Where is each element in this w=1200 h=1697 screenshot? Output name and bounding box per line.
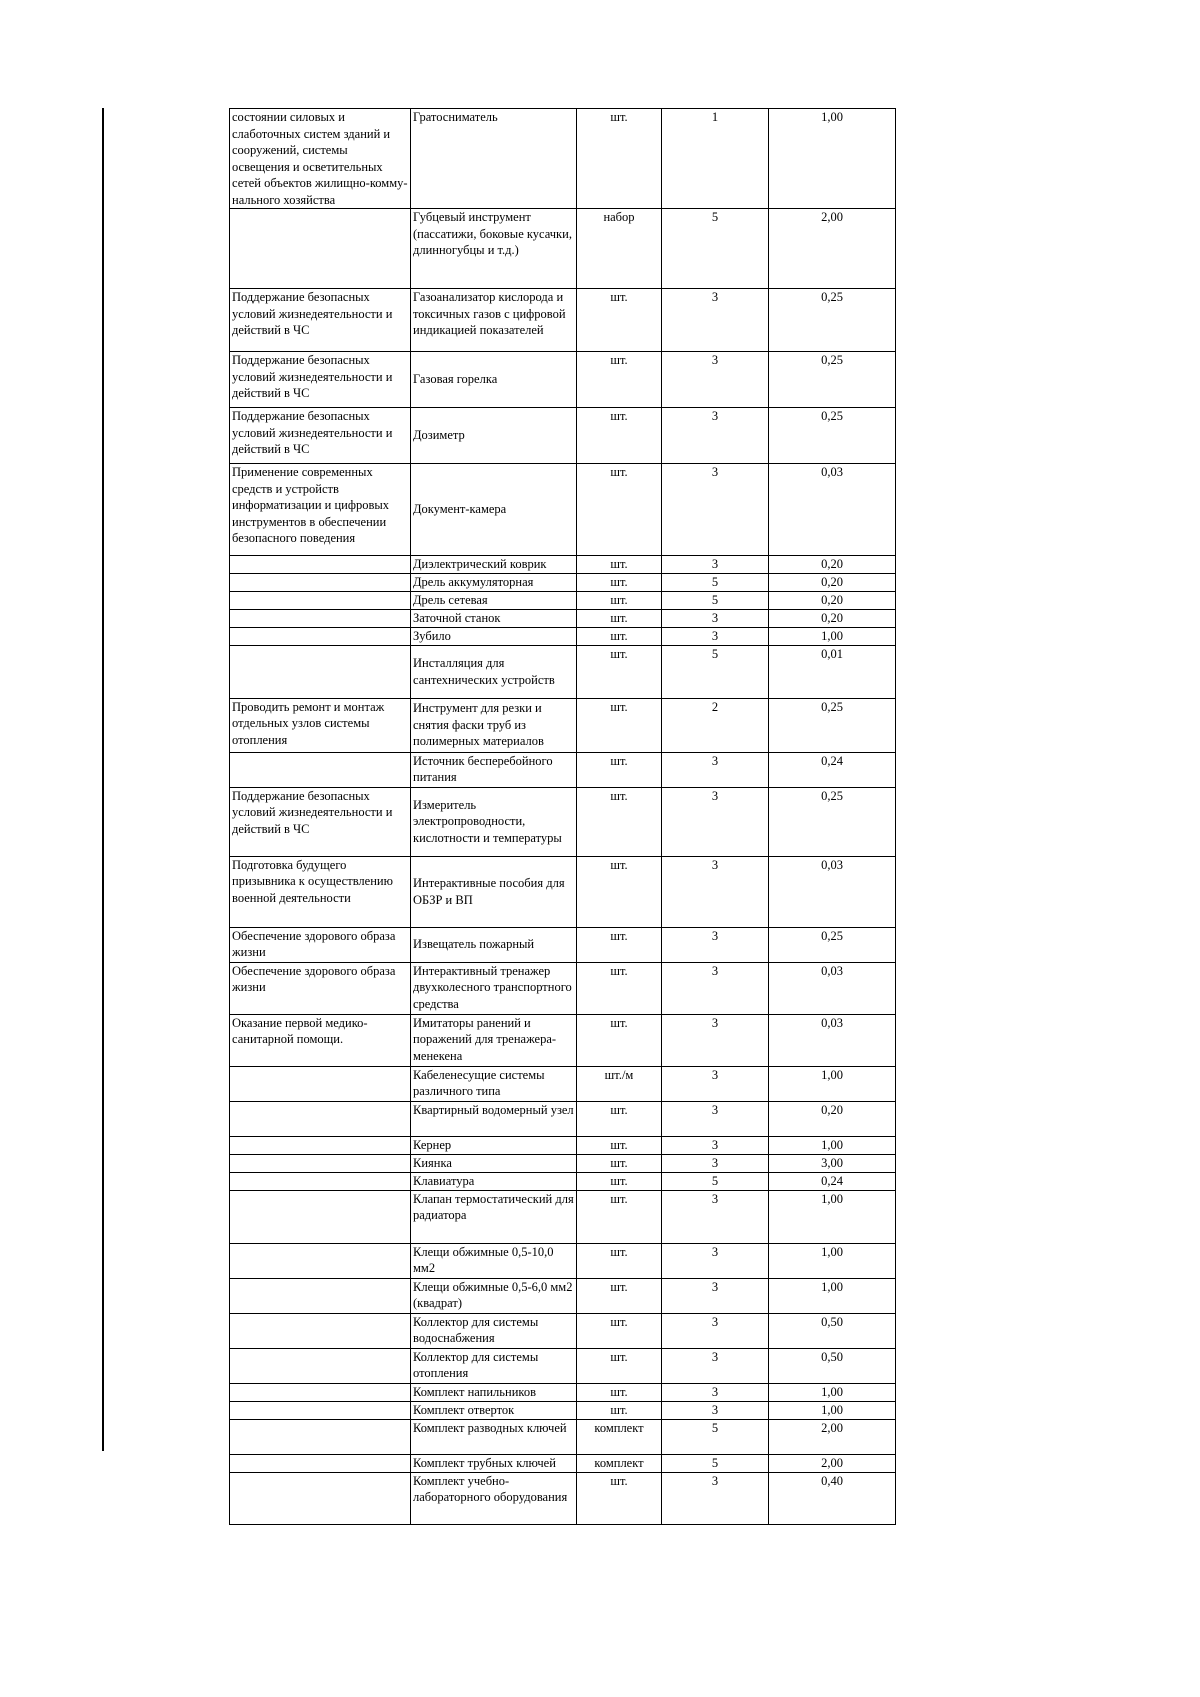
row-unit-cell: комплект	[577, 1419, 662, 1454]
row-rate-cell: 0,25	[769, 289, 896, 352]
row-qty-cell: 3	[662, 1066, 769, 1101]
table-row	[230, 556, 896, 574]
row-unit-cell: шт.	[577, 1383, 662, 1401]
table-row	[230, 1454, 896, 1472]
row-qty-cell: 1	[662, 109, 769, 209]
row-name-cell: Инсталляция для сантехнических устройств	[411, 645, 577, 698]
row-rate-cell: 0,50	[769, 1348, 896, 1383]
row-name-cell: Зубило	[411, 627, 577, 645]
table-row	[230, 209, 896, 289]
row-qty-cell: 3	[662, 1313, 769, 1348]
table-row	[230, 464, 896, 556]
row-section-cell	[230, 645, 411, 698]
row-name-cell: Кернер	[411, 1136, 577, 1154]
row-unit-cell: шт.	[577, 1243, 662, 1278]
row-qty-cell: 3	[662, 1136, 769, 1154]
row-section-cell	[230, 1243, 411, 1278]
row-qty-cell: 3	[662, 1101, 769, 1136]
row-name-cell: Диэлектрический коврик	[411, 556, 577, 574]
row-section-cell	[230, 573, 411, 591]
row-unit-cell: шт.	[577, 627, 662, 645]
row-unit-cell: шт.	[577, 1014, 662, 1066]
table-row	[230, 1348, 896, 1383]
row-rate-cell: 0,24	[769, 752, 896, 787]
row-unit-cell: набор	[577, 209, 662, 289]
row-unit-cell: шт.	[577, 573, 662, 591]
row-rate-cell: 2,00	[769, 209, 896, 289]
table-row	[230, 645, 896, 698]
row-unit-cell: шт.	[577, 464, 662, 556]
row-qty-cell: 3	[662, 352, 769, 408]
row-name-cell: Дрель сетевая	[411, 591, 577, 609]
row-unit-cell: шт./м	[577, 1066, 662, 1101]
row-qty-cell: 3	[662, 1278, 769, 1313]
row-qty-cell: 3	[662, 1383, 769, 1401]
table-row	[230, 927, 896, 962]
row-section-cell	[230, 1278, 411, 1313]
row-name-cell: Интерактивные пособия для ОБЗР и ВП	[411, 856, 577, 927]
row-name-cell: Коллектор для системы отопления	[411, 1348, 577, 1383]
row-section-cell: Обеспечение здорового образа жизни	[230, 927, 411, 962]
table-row	[230, 1419, 896, 1454]
row-section-cell	[230, 1154, 411, 1172]
table-row	[230, 698, 896, 752]
row-name-cell: Гратосниматель	[411, 109, 577, 209]
row-rate-cell: 0,25	[769, 352, 896, 408]
page-margin-line	[102, 108, 104, 1451]
row-unit-cell: шт.	[577, 1172, 662, 1190]
row-name-cell: Дозиметр	[411, 408, 577, 464]
row-qty-cell: 3	[662, 1154, 769, 1172]
row-unit-cell: шт.	[577, 698, 662, 752]
row-name-cell: Дрель аккумуляторная	[411, 573, 577, 591]
row-name-cell: Комплект отверток	[411, 1401, 577, 1419]
row-name-cell: Киянка	[411, 1154, 577, 1172]
row-section-cell	[230, 591, 411, 609]
row-section-cell	[230, 1383, 411, 1401]
table-row	[230, 1472, 896, 1524]
table-row	[230, 752, 896, 787]
table-row	[230, 573, 896, 591]
row-section-cell	[230, 556, 411, 574]
row-name-cell: Газоанализатор кислорода и токсичных газов с цифровой индикацией показателей	[411, 289, 577, 352]
row-name-cell: Клещи обжимные 0,5-6,0 мм2 (квадрат)	[411, 1278, 577, 1313]
row-unit-cell: шт.	[577, 927, 662, 962]
row-section-cell	[230, 1136, 411, 1154]
row-section-cell	[230, 1190, 411, 1243]
table-row	[230, 109, 896, 209]
row-qty-cell: 5	[662, 1172, 769, 1190]
row-section-cell	[230, 609, 411, 627]
row-name-cell: Клещи обжимные 0,5-10,0 мм2	[411, 1243, 577, 1278]
row-name-cell: Комплект разводных ключей	[411, 1419, 577, 1454]
row-name-cell: Имитаторы ранений и поражений для тренажера-менекена	[411, 1014, 577, 1066]
row-qty-cell: 3	[662, 787, 769, 856]
row-rate-cell: 0,24	[769, 1172, 896, 1190]
row-name-cell: Инструмент для резки и снятия фаски труб из полимерных материалов	[411, 698, 577, 752]
row-rate-cell: 3,00	[769, 1154, 896, 1172]
row-section-cell: Поддержание безопасных условий жизнедеятельности и действий в ЧС	[230, 352, 411, 408]
table-row	[230, 609, 896, 627]
row-section-cell: Оказание первой медико-санитарной помощи.	[230, 1014, 411, 1066]
table-row	[230, 1313, 896, 1348]
table-row	[230, 1172, 896, 1190]
row-unit-cell: шт.	[577, 1472, 662, 1524]
row-qty-cell: 3	[662, 1348, 769, 1383]
row-unit-cell: шт.	[577, 645, 662, 698]
row-rate-cell: 1,00	[769, 1401, 896, 1419]
equipment-table	[229, 108, 896, 1525]
row-unit-cell: шт.	[577, 1313, 662, 1348]
table-row	[230, 352, 896, 408]
row-unit-cell: шт.	[577, 1190, 662, 1243]
row-qty-cell: 3	[662, 556, 769, 574]
row-section-cell	[230, 209, 411, 289]
row-name-cell: Комплект трубных ключей	[411, 1454, 577, 1472]
table-row	[230, 627, 896, 645]
row-unit-cell: шт.	[577, 752, 662, 787]
table-row	[230, 1190, 896, 1243]
row-section-cell	[230, 1172, 411, 1190]
row-qty-cell: 3	[662, 927, 769, 962]
row-rate-cell: 0,03	[769, 1014, 896, 1066]
row-unit-cell: шт.	[577, 408, 662, 464]
row-unit-cell: шт.	[577, 1401, 662, 1419]
row-rate-cell: 0,25	[769, 698, 896, 752]
row-unit-cell: шт.	[577, 609, 662, 627]
table-row	[230, 856, 896, 927]
row-rate-cell: 0,20	[769, 556, 896, 574]
row-name-cell: Извещатель пожарный	[411, 927, 577, 962]
row-unit-cell: шт.	[577, 1278, 662, 1313]
row-name-cell: Кабеленесущие системы различного типа	[411, 1066, 577, 1101]
row-section-cell: состоянии силовых и слаботочных систем зданий и сооружений, системы освещения и осветительных сетей объектов жилищно-комму-нального хозяйства	[230, 109, 411, 209]
row-name-cell: Клавиатура	[411, 1172, 577, 1190]
row-qty-cell: 3	[662, 856, 769, 927]
row-unit-cell: шт.	[577, 856, 662, 927]
row-rate-cell: 0,03	[769, 856, 896, 927]
row-rate-cell: 0,01	[769, 645, 896, 698]
row-rate-cell: 1,00	[769, 1190, 896, 1243]
row-qty-cell: 3	[662, 1401, 769, 1419]
row-section-cell: Поддержание безопасных условий жизнедеятельности и действий в ЧС	[230, 408, 411, 464]
row-qty-cell: 3	[662, 627, 769, 645]
row-qty-cell: 3	[662, 1014, 769, 1066]
row-name-cell: Заточной станок	[411, 609, 577, 627]
row-rate-cell: 0,20	[769, 573, 896, 591]
row-rate-cell: 0,20	[769, 591, 896, 609]
table-row	[230, 1066, 896, 1101]
row-qty-cell: 3	[662, 1472, 769, 1524]
row-section-cell: Поддержание безопасных условий жизнедеятельности и действий в ЧС	[230, 289, 411, 352]
row-rate-cell: 0,03	[769, 464, 896, 556]
row-section-cell	[230, 1313, 411, 1348]
row-unit-cell: шт.	[577, 1154, 662, 1172]
row-name-cell: Клапан термостатический для радиатора	[411, 1190, 577, 1243]
row-qty-cell: 3	[662, 408, 769, 464]
row-section-cell: Обеспечение здорового образа жизни	[230, 962, 411, 1014]
row-section-cell	[230, 1454, 411, 1472]
row-qty-cell: 3	[662, 609, 769, 627]
row-qty-cell: 5	[662, 209, 769, 289]
row-unit-cell: шт.	[577, 352, 662, 408]
table-row	[230, 787, 896, 856]
row-rate-cell: 1,00	[769, 1243, 896, 1278]
row-unit-cell: шт.	[577, 556, 662, 574]
row-qty-cell: 5	[662, 645, 769, 698]
row-section-cell	[230, 752, 411, 787]
row-qty-cell: 2	[662, 698, 769, 752]
row-unit-cell: шт.	[577, 1101, 662, 1136]
row-rate-cell: 1,00	[769, 109, 896, 209]
row-section-cell	[230, 1101, 411, 1136]
row-rate-cell: 2,00	[769, 1419, 896, 1454]
row-unit-cell: шт.	[577, 289, 662, 352]
row-unit-cell: шт.	[577, 591, 662, 609]
row-rate-cell: 0,20	[769, 1101, 896, 1136]
row-rate-cell: 1,00	[769, 1136, 896, 1154]
row-rate-cell: 1,00	[769, 1383, 896, 1401]
row-rate-cell: 0,25	[769, 927, 896, 962]
row-unit-cell: шт.	[577, 1136, 662, 1154]
row-rate-cell: 2,00	[769, 1454, 896, 1472]
row-rate-cell: 0,50	[769, 1313, 896, 1348]
row-name-cell: Источник бесперебойного питания	[411, 752, 577, 787]
row-qty-cell: 3	[662, 1190, 769, 1243]
table-row	[230, 289, 896, 352]
table-row	[230, 962, 896, 1014]
table-row	[230, 408, 896, 464]
row-section-cell: Применение современных средств и устройств информатизации и цифровых инструментов в обеспечении безопасного поведения	[230, 464, 411, 556]
row-section-cell	[230, 1401, 411, 1419]
row-section-cell: Подготовка будущего призывника к осуществлению военной деятельности	[230, 856, 411, 927]
row-rate-cell: 0,40	[769, 1472, 896, 1524]
table-row	[230, 1383, 896, 1401]
row-section-cell	[230, 1472, 411, 1524]
row-rate-cell: 0,25	[769, 408, 896, 464]
equipment-table-body	[230, 109, 896, 1525]
row-name-cell: Газовая горелка	[411, 352, 577, 408]
row-unit-cell: шт.	[577, 787, 662, 856]
table-row	[230, 1136, 896, 1154]
row-rate-cell: 1,00	[769, 627, 896, 645]
row-qty-cell: 3	[662, 1243, 769, 1278]
row-qty-cell: 5	[662, 1454, 769, 1472]
row-qty-cell: 3	[662, 289, 769, 352]
row-rate-cell: 0,20	[769, 609, 896, 627]
row-unit-cell: шт.	[577, 1348, 662, 1383]
table-row	[230, 1278, 896, 1313]
row-name-cell: Измеритель электропроводности, кислотности и температуры	[411, 787, 577, 856]
row-qty-cell: 3	[662, 464, 769, 556]
row-section-cell: Поддержание безопасных условий жизнедеятельности и действий в ЧС	[230, 787, 411, 856]
row-name-cell: Квартирный водомерный узел	[411, 1101, 577, 1136]
row-unit-cell: комплект	[577, 1454, 662, 1472]
row-name-cell: Комплект напильников	[411, 1383, 577, 1401]
row-qty-cell: 3	[662, 962, 769, 1014]
row-qty-cell: 5	[662, 591, 769, 609]
row-unit-cell: шт.	[577, 109, 662, 209]
row-name-cell: Документ-камера	[411, 464, 577, 556]
row-name-cell: Интерактивный тренажер двухколесного транспортного средства	[411, 962, 577, 1014]
row-rate-cell: 1,00	[769, 1066, 896, 1101]
table-row	[230, 1401, 896, 1419]
row-name-cell: Комплект учебно-лабораторного оборудования	[411, 1472, 577, 1524]
row-qty-cell: 5	[662, 573, 769, 591]
table-row	[230, 1243, 896, 1278]
row-section-cell: Проводить ремонт и монтаж отдельных узлов системы отопления	[230, 698, 411, 752]
row-section-cell	[230, 1066, 411, 1101]
row-rate-cell: 0,25	[769, 787, 896, 856]
row-name-cell: Коллектор для системы водоснабжения	[411, 1313, 577, 1348]
table-row	[230, 591, 896, 609]
table-row	[230, 1101, 896, 1136]
row-unit-cell: шт.	[577, 962, 662, 1014]
row-qty-cell: 3	[662, 752, 769, 787]
row-rate-cell: 0,03	[769, 962, 896, 1014]
row-name-cell: Губцевый инструмент (пассатижи, боковые кусачки, длинногубцы и т.д.)	[411, 209, 577, 289]
table-row	[230, 1014, 896, 1066]
table-row	[230, 1154, 896, 1172]
row-section-cell	[230, 1419, 411, 1454]
row-qty-cell: 5	[662, 1419, 769, 1454]
row-rate-cell: 1,00	[769, 1278, 896, 1313]
row-section-cell	[230, 1348, 411, 1383]
row-section-cell	[230, 627, 411, 645]
